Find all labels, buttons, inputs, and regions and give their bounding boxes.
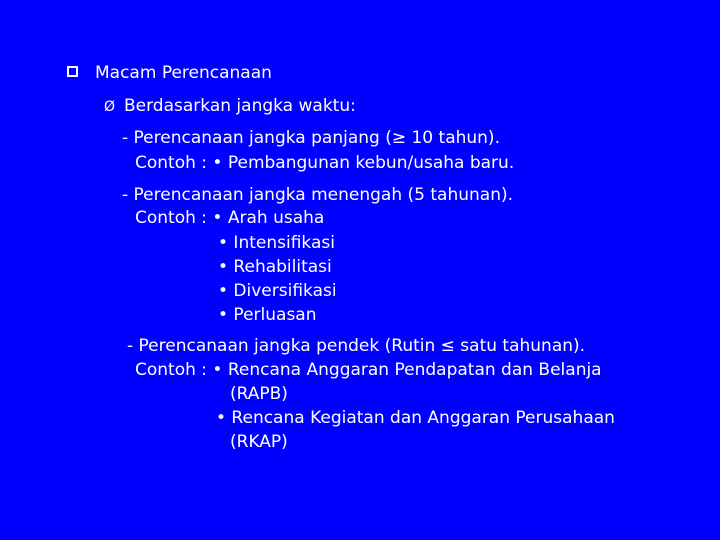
- example-mid-term-2: • Intensifikasi: [218, 233, 335, 253]
- example-mid-term-5: • Perluasan: [218, 305, 317, 325]
- example-short-term-1: Contoh : • Rencana Anggaran Pendapatan dan Belanja: [135, 360, 602, 380]
- subheading: Berdasarkan jangka waktu:: [124, 96, 356, 116]
- heading-row: [67, 63, 272, 83]
- example-short-term-2: (RAPB): [230, 384, 288, 404]
- slide-heading: Macam Perencanaan: [95, 63, 272, 83]
- example-short-term-4: (RKAP): [230, 432, 288, 452]
- example-long-term-1: Contoh : • Pembangunan kebun/usaha baru.: [135, 153, 515, 173]
- example-mid-term-1: Contoh : • Arah usaha: [135, 208, 325, 228]
- item-mid-term: - Perencanaan jangka menengah (5 tahunan).: [122, 185, 514, 205]
- example-mid-term-3: • Rehabilitasi: [218, 257, 332, 277]
- example-mid-term-4: • Diversifikasi: [218, 281, 337, 301]
- item-short-term: - Perencanaan jangka pendek (Rutin ≤ satu tahunan).: [127, 336, 586, 356]
- example-short-term-3: • Rencana Kegiatan dan Anggaran Perusahaan: [216, 408, 615, 428]
- subheading-row: [104, 96, 356, 117]
- item-long-term: - Perencanaan jangka panjang (≥ 10 tahun).: [122, 128, 500, 148]
- checkbox-bullet-icon: [67, 66, 78, 77]
- arrow-bullet-icon: Ø: [104, 99, 116, 115]
